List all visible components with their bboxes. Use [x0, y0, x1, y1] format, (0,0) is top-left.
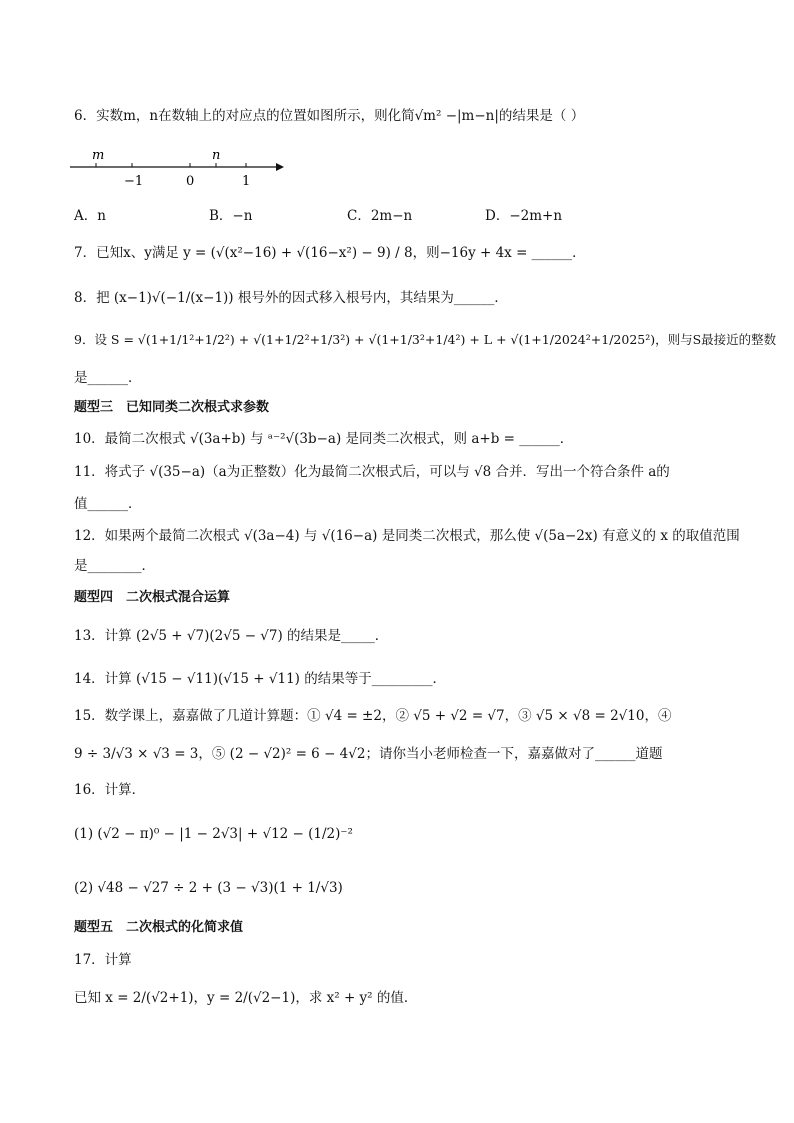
question-16-part-2: (2) √48 − √27 ÷ 2 + (3 − √3)(1 + 1/√3): [74, 880, 343, 896]
question-12-cont: 是________．: [74, 558, 155, 574]
label-0: 0: [186, 174, 195, 187]
question-6: 6．实数m，n在数轴上的对应点的位置如图所示，则化简√m² −|m−n|的结果是（ ）: [74, 108, 585, 124]
question-15-cont: 9 ÷ 3/√3 × √3 = 3，⑤ (2 − √2)² = 6 − 4√2；请你当小老师检查一下，嘉嘉做对了______道题: [74, 746, 663, 762]
question-17: 17．计算: [74, 952, 132, 968]
question-8: 8．把 (x−1)√(−1/(x−1)) 根号外的因式移入根号内，其结果为______．: [74, 290, 508, 306]
section-5-title: 题型五 二次根式的化简求值: [74, 920, 244, 935]
question-9-cont: 是______．: [74, 370, 142, 386]
option-d[interactable]: D．−2m+n: [485, 208, 563, 224]
option-b[interactable]: B．−n: [209, 208, 253, 224]
question-16: 16．计算．: [74, 782, 146, 798]
section-4-title: 题型四 二次根式混合运算: [74, 590, 231, 605]
option-c[interactable]: C．2m−n: [347, 208, 413, 224]
question-9: 9．设 S = √(1+1/1²+1/2²) + √(1+1/2²+1/3²) + √(1+1/3²+1/4²) + L + √(1+1/2024²+1/2025²)，则与S最接近的整数: [74, 332, 777, 347]
question-11-cont: 值______．: [74, 496, 142, 512]
question-17-cont: 已知 x = 2/(√2+1)，y = 2/(√2−1)，求 x² + y² 的值．: [74, 990, 418, 1006]
number-line-arrow: [276, 163, 284, 171]
question-11: 11．将式子 √(35−a)（a为正整数）化为最简二次根式后，可以与 √8 合并．写出一个符合条件 a的: [74, 464, 670, 480]
question-7: 7．已知x、y满足 y = (√(x²−16) + √(16−x²) − 9) / 8，则−16y + 4x = ______．: [74, 245, 586, 261]
question-10: 10．最简二次根式 √(3a+b) 与 ᵃ⁻²√(3b−a) 是同类二次根式，则 a+b = ______．: [74, 431, 574, 447]
label-neg1: −1: [124, 174, 144, 187]
number-line-figure: [70, 145, 290, 187]
question-16-part-1: (1) (√2 − π)⁰ − |1 − 2√3| + √12 − (1/2)⁻²: [74, 826, 353, 842]
question-12: 12．如果两个最简二次根式 √(3a−4) 与 √(16−a) 是同类二次根式，那么使 √(5a−2x) 有意义的 x 的取值范围: [74, 528, 740, 544]
label-n: n: [212, 148, 221, 163]
question-13: 13．计算 (2√5 + √7)(2√5 − √7) 的结果是_____．: [74, 628, 389, 644]
question-14: 14．计算 (√15 − √11)(√15 + √11) 的结果等于_________．: [74, 671, 446, 687]
label-m: m: [92, 148, 105, 163]
question-15: 15．数学课上，嘉嘉做了几道计算题：① √4 = ±2，② √5 + √2 = √7，③ √5 × √8 = 2√10，④: [74, 708, 672, 724]
label-1: 1: [242, 174, 251, 187]
option-a[interactable]: A．n: [74, 208, 106, 224]
section-3-title: 题型三 已知同类二次根式求参数: [74, 400, 270, 415]
